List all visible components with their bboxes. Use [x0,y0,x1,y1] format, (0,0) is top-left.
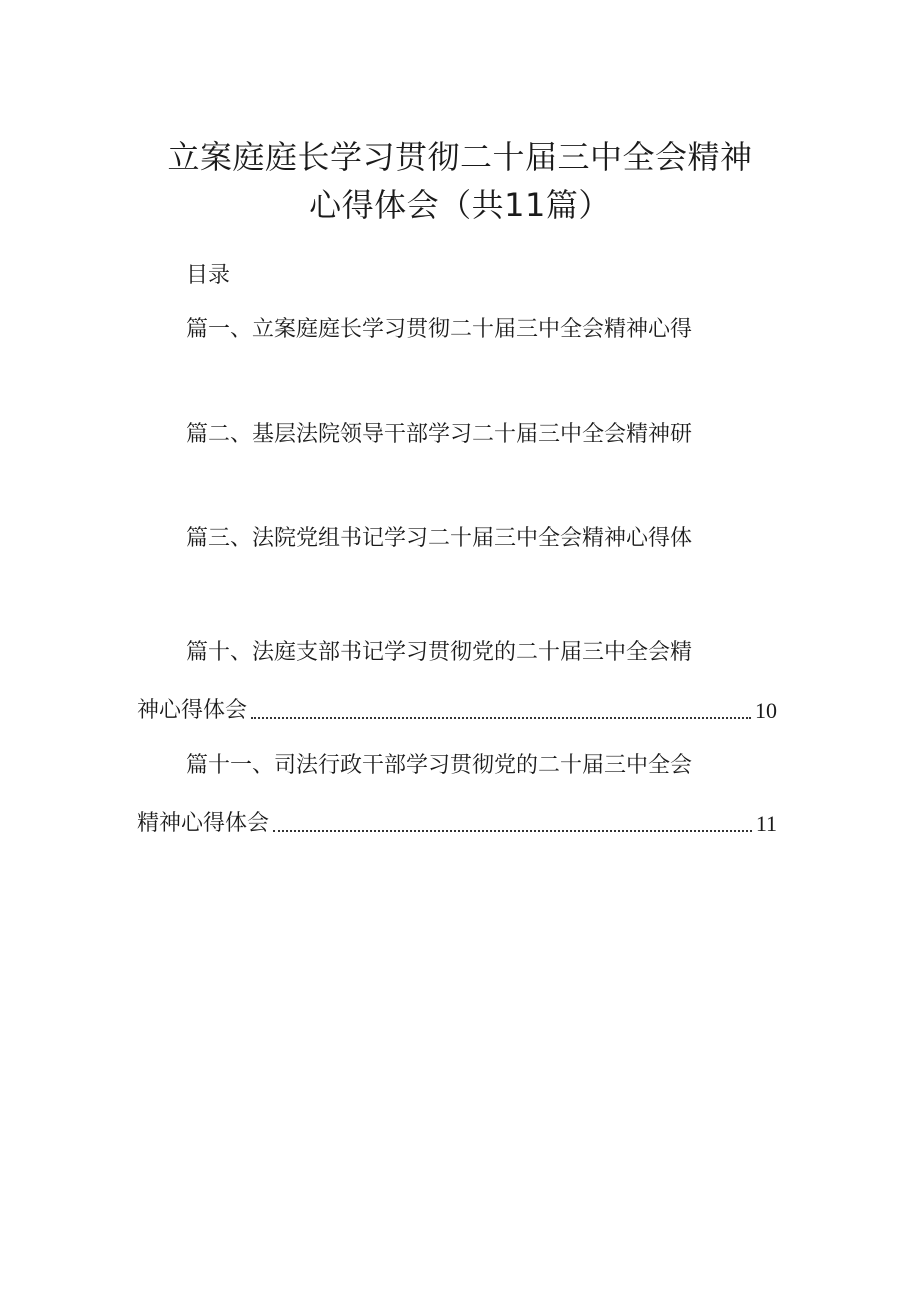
toc-entry-11-line2[interactable] [137,810,777,838]
document-title-line2: 心得体会（共11篇） [309,186,611,224]
toc-entry-11-line1[interactable]: 篇十一、司法行政干部学习贯彻党的二十届三中全会 [186,753,693,778]
toc-entry-10-page: 10 [755,698,777,723]
toc-entry-1[interactable]: 篇一、立案庭庭长学习贯彻二十届三中全会精神心得 [186,317,693,342]
toc-heading: 目录 [186,263,231,288]
toc-entry-3[interactable]: 篇三、法院党组书记学习二十届三中全会精神心得体 [186,526,693,551]
toc-entry-10-line2[interactable] [137,697,777,725]
toc-entry-2[interactable]: 篇二、基层法院领导干部学习二十届三中全会精神研 [186,422,693,447]
dot-leader [273,830,752,832]
toc-entry-11-text: 精神心得体会 [137,811,270,836]
toc-entry-10-line1[interactable]: 篇十、法庭支部书记学习贯彻党的二十届三中全会精 [186,640,693,665]
toc-entry-11-page: 11 [755,811,777,836]
dot-leader [251,717,751,719]
document-title-line1: 立案庭庭长学习贯彻二十届三中全会精神 [167,138,753,176]
toc-entry-10-text: 神心得体会 [137,698,248,723]
